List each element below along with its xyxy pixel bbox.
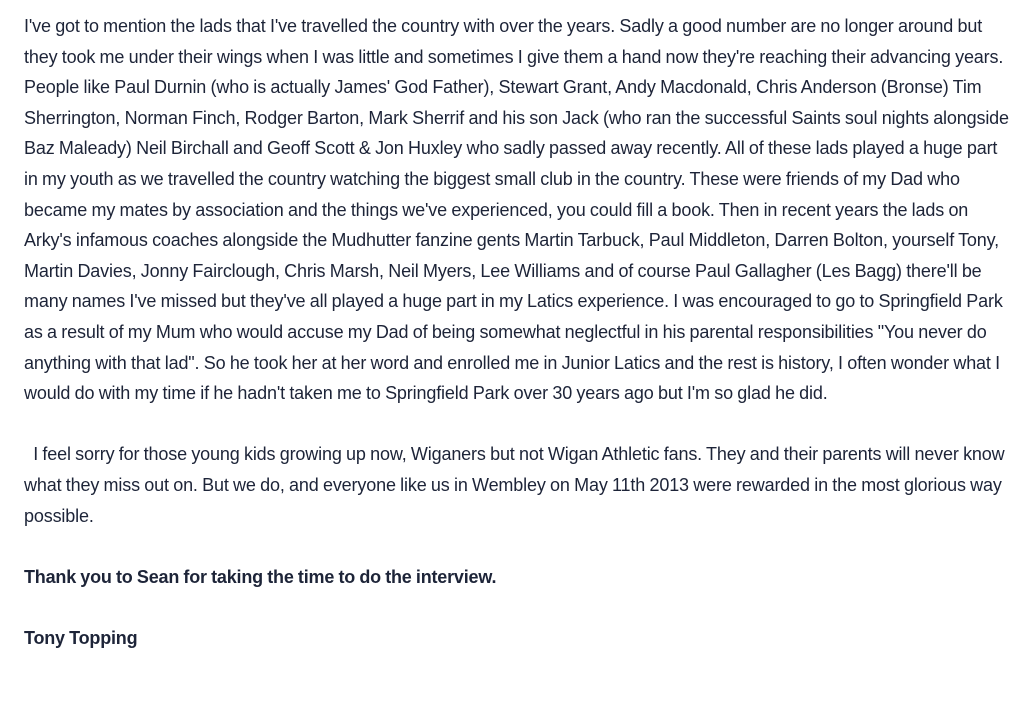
- thanks-line: Thank you to Sean for taking the time to do the interview.: [24, 566, 497, 587]
- author-signature: Tony Topping: [24, 627, 138, 648]
- paragraph-lads-memories: I've got to mention the lads that I've travelled the country with over the years. Sadly a good number are no longer around but they took me under their wings when I was little and sometimes I give them a hand now they're reaching their advancing years. People like Paul Durnin (who is actually James' God Father), Stewart Grant, Andy Macdonald, Chris Anderson (Bronse) Tim Sherrington, Norman Finch, Rodger Barton, Mark Sherrif and his son Jack (who ran the successful Saints soul nights alongside Baz Maleady) Neil Birchall and Geoff Scott & Jon Huxley who sadly passed away recently. All of these lads played a huge part in my youth as we travelled the country watching the biggest small club in the country. These were friends of my Dad who became my mates by association and the things we've experienced, you could fill a book. Then in recent years the lads on Arky's infamous coaches alongside the Mudhutter fanzine gents Martin Tarbuck, Paul Middleton, Darren Bolton, yourself Tony, Martin Davies, Jonny Fairclough, Chris Marsh, Neil Myers, Lee Williams and of course Paul Gallagher (Les Bagg) there'll be many names I've missed but they've all played a huge part in my Latics experience. I was encouraged to go to Springfield Park as a result of my Mum who would accuse my Dad of being somewhat neglectful in his parental responsibilities "You never do anything with that lad". So he took her at her word and enrolled me in Junior Latics and the rest is history, I often wonder what I would do with my time if he hadn't taken me to Springfield Park over 30 years ago but I'm so glad he did.: [24, 16, 1009, 404]
- paragraph-young-kids: [24, 439, 1009, 531]
- article-body: [24, 11, 1009, 653]
- paragraph-young-kids-text: I feel sorry for those young kids growing up now, Wiganers but not Wigan Athletic fans. They and their parents will never know what they miss out on. But we do, and everyone like us in Wembley on May 11th 2013 were rewarded in the most glorious way possible.: [24, 444, 1005, 526]
- paragraph-indent: [24, 444, 33, 464]
